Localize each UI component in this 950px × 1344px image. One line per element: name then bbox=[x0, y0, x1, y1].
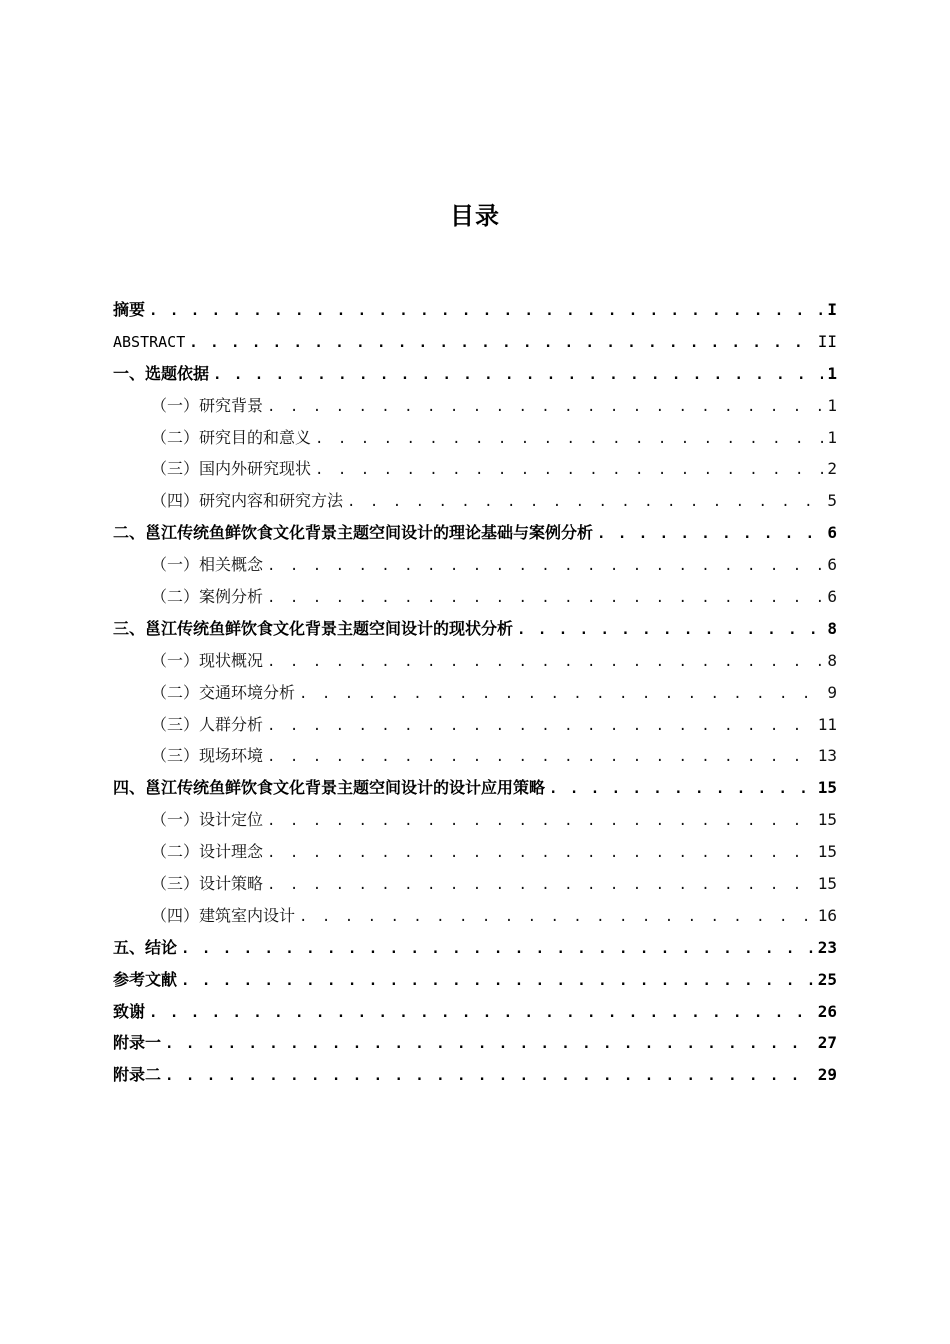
toc-entry-label: 摘要 bbox=[113, 300, 146, 319]
toc-entry-references[interactable] bbox=[113, 964, 837, 996]
toc-entry-label: （三）设计策略 bbox=[151, 874, 264, 894]
toc-entry-label: 一、选题依据 bbox=[113, 363, 210, 383]
toc-entry-label: 四、邕江传统鱼鲜饮食文化背景主题空间设计的设计应用策略 bbox=[113, 778, 546, 798]
toc-entry-appendix-1[interactable] bbox=[113, 1027, 837, 1059]
toc-entry-label: 附录一 bbox=[113, 1033, 162, 1053]
toc-entry-section-3-1[interactable] bbox=[113, 645, 837, 677]
toc-page-number: 15 bbox=[817, 810, 837, 830]
toc-entry-chapter-3[interactable] bbox=[113, 613, 837, 645]
dot-leader bbox=[267, 806, 814, 838]
toc-entry-label: （二）设计理念 bbox=[151, 842, 264, 862]
dot-leader bbox=[165, 1029, 814, 1061]
toc-entry-chapter-1[interactable] bbox=[113, 358, 837, 390]
page-title: 目录 bbox=[450, 202, 500, 230]
toc-page-number: 29 bbox=[817, 1065, 837, 1085]
toc-page-number: 5 bbox=[827, 491, 837, 511]
toc-page-number: I bbox=[827, 300, 837, 319]
toc-entry-section-3-4[interactable] bbox=[113, 740, 837, 772]
toc-page-number: 2 bbox=[827, 459, 837, 479]
toc-entry-label: （四）研究内容和研究方法 bbox=[151, 491, 344, 511]
toc-entry-chapter-2[interactable] bbox=[113, 517, 837, 549]
toc-entry-label: （四）建筑室内设计 bbox=[151, 905, 296, 925]
toc-page-number: 1 bbox=[827, 427, 837, 447]
toc-entry-section-2-2[interactable] bbox=[113, 581, 837, 613]
toc-page-number: 9 bbox=[827, 682, 837, 702]
toc-entry-section-1-2[interactable] bbox=[113, 422, 837, 454]
table-of-contents bbox=[113, 294, 837, 1091]
dot-leader bbox=[189, 328, 813, 360]
toc-page-number: 11 bbox=[817, 714, 837, 734]
toc-entry-section-1-4[interactable] bbox=[113, 485, 837, 517]
toc-page-number: 15 bbox=[817, 842, 837, 862]
toc-entry-section-2-1[interactable] bbox=[113, 549, 837, 581]
toc-entry-label: （三）人群分析 bbox=[151, 714, 264, 734]
toc-entry-section-1-3[interactable] bbox=[113, 453, 837, 485]
toc-entry-label: 三、邕江传统鱼鲜饮食文化背景主题空间设计的现状分析 bbox=[113, 618, 514, 638]
toc-entry-acknowledgements[interactable] bbox=[113, 996, 837, 1028]
dot-leader bbox=[267, 870, 814, 902]
toc-entry-label: （一）现状概况 bbox=[151, 650, 264, 670]
toc-entry-label: 二、邕江传统鱼鲜饮食文化背景主题空间设计的理论基础与案例分析 bbox=[113, 523, 594, 543]
dot-leader bbox=[213, 360, 823, 392]
toc-entry-section-4-1[interactable] bbox=[113, 804, 837, 836]
dot-leader bbox=[315, 455, 823, 487]
toc-page-number: 15 bbox=[817, 874, 837, 894]
toc-page-number: 26 bbox=[817, 1001, 837, 1021]
toc-page-number: 15 bbox=[817, 778, 837, 798]
dot-leader bbox=[181, 966, 814, 998]
toc-entry-section-4-4[interactable] bbox=[113, 900, 837, 932]
dot-leader bbox=[267, 838, 814, 870]
toc-page-number: 23 bbox=[817, 937, 837, 957]
dot-leader bbox=[267, 551, 823, 583]
toc-entry-section-1-1[interactable] bbox=[113, 390, 837, 422]
dot-leader bbox=[267, 742, 814, 774]
toc-entry-label: （三）现场环境 bbox=[151, 746, 264, 766]
toc-page-number: 6 bbox=[827, 587, 837, 607]
toc-page-number: 16 bbox=[817, 905, 837, 925]
toc-entry-chapter-5[interactable] bbox=[113, 932, 837, 964]
toc-page-number: II bbox=[817, 331, 837, 351]
toc-page-number: 1 bbox=[827, 395, 837, 415]
toc-entry-label: （一）设计定位 bbox=[151, 810, 264, 830]
toc-page-number: 6 bbox=[827, 523, 837, 543]
dot-leader bbox=[267, 647, 823, 679]
dot-leader bbox=[149, 998, 814, 1030]
toc-page-number: 1 bbox=[827, 363, 837, 383]
dot-leader bbox=[299, 679, 823, 711]
dot-leader bbox=[267, 711, 814, 743]
dot-leader bbox=[347, 487, 823, 519]
toc-entry-section-3-3[interactable] bbox=[113, 709, 837, 741]
toc-entry-label: 附录二 bbox=[113, 1065, 162, 1085]
dot-leader bbox=[517, 615, 823, 647]
toc-page-number: 27 bbox=[817, 1033, 837, 1053]
toc-entry-chapter-4[interactable] bbox=[113, 772, 837, 804]
toc-entry-label: 参考文献 bbox=[113, 969, 178, 989]
toc-entry-section-4-3[interactable] bbox=[113, 868, 837, 900]
dot-leader bbox=[549, 774, 814, 806]
toc-entry-label: 五、结论 bbox=[113, 937, 178, 957]
toc-page-number: 8 bbox=[827, 618, 837, 638]
toc-entry-label: （二）案例分析 bbox=[151, 587, 264, 607]
toc-entry-section-3-2[interactable] bbox=[113, 677, 837, 709]
toc-entry-label: ABSTRACT bbox=[113, 332, 186, 351]
toc-entry-appendix-2[interactable] bbox=[113, 1059, 837, 1091]
toc-entry-label: （二）交通环境分析 bbox=[151, 682, 296, 702]
toc-page-number: 6 bbox=[827, 555, 837, 575]
toc-page-number: 13 bbox=[817, 746, 837, 766]
dot-leader bbox=[181, 934, 814, 966]
toc-entry-label: （一）相关概念 bbox=[151, 555, 264, 575]
dot-leader bbox=[315, 424, 823, 456]
toc-page-number: 25 bbox=[817, 969, 837, 989]
dot-leader bbox=[597, 519, 823, 551]
dot-leader bbox=[267, 392, 823, 424]
toc-entry-label: （一）研究背景 bbox=[151, 395, 264, 415]
toc-entry-section-4-2[interactable] bbox=[113, 836, 837, 868]
dot-leader bbox=[165, 1061, 814, 1093]
toc-page-number: 8 bbox=[827, 650, 837, 670]
toc-entry-label: （三）国内外研究现状 bbox=[151, 459, 312, 479]
dot-leader bbox=[299, 902, 814, 934]
toc-entry-abstract-cn[interactable] bbox=[113, 294, 837, 326]
dot-leader bbox=[267, 583, 823, 615]
toc-entry-label: 致谢 bbox=[113, 1001, 146, 1021]
toc-entry-abstract-en[interactable] bbox=[113, 326, 837, 358]
toc-entry-label: （二）研究目的和意义 bbox=[151, 427, 312, 447]
dot-leader bbox=[149, 296, 823, 328]
